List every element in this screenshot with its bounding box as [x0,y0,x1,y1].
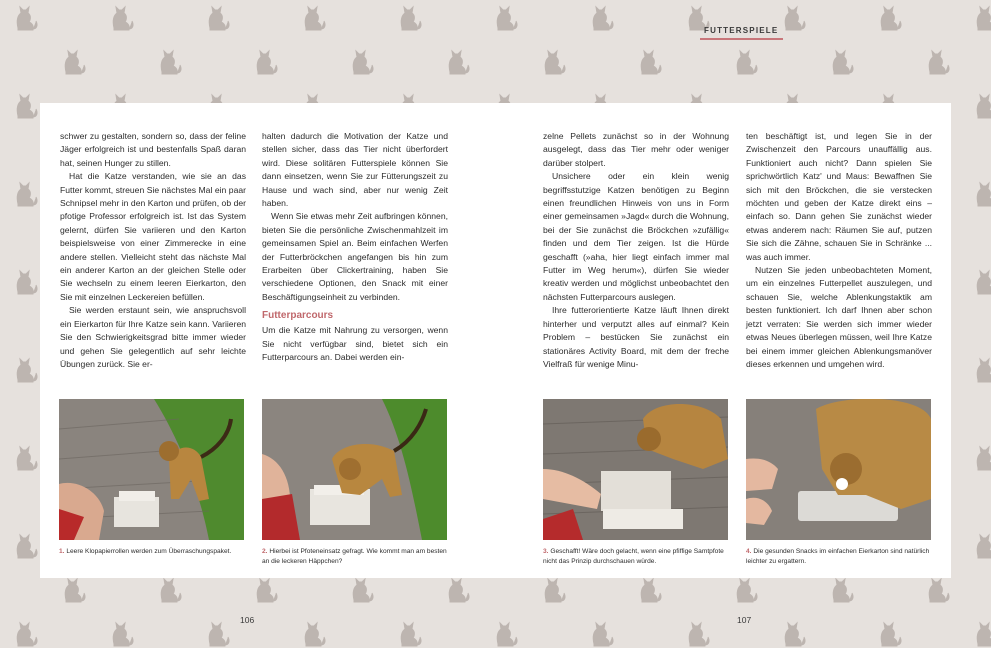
photo-3 [543,399,728,540]
photo-4 [746,399,931,540]
paragraph: Nutzen Sie jeden unbeobachteten Moment, um ein einzelnes Futterpellet auszulegen, und schauen Sie, welche Ablenkungstaktik am besten funktioniert. Ich darf Ihnen aber schon jetzt verraten: Sie werden sich immer wieder etwas Neues überlegen müssen, weil Ihre Katze bei einem immer gleichen Ablenkungsmanöver dieses erkennen und umgehen wird. [746,265,932,369]
paragraph: Um die Katze mit Nahrung zu versorgen, wenn Sie nicht verfügbar sind, bietet sich ein Futterparcours an. Dabei werden ein- [262,325,448,363]
caption-3 [543,547,735,567]
caption-text: Die gesunden Snacks im einfachen Eierkarton sind natürlich leichter zu ergattern. [746,548,930,565]
caption-text: Leere Klopapierrollen werden zum Überraschungspaket. [66,548,232,555]
text-column-4 [746,130,932,371]
photo-2 [262,399,447,540]
caption-text: Geschafft! Wäre doch gelacht, wenn eine pfiffige Samtpfote nicht das Prinzip durchschauen würde. [543,548,724,565]
text-column-2 [262,130,448,365]
caption-4 [746,547,938,567]
caption-number: 1. [59,548,65,555]
paragraph: ten beschäftigt ist, und legen Sie in der Zwischenzeit den Parcours unauffällig aus. Funktioniert auch nicht? Dann spielen Sie sprichwörtlich Katz' und Maus: Bewaffnen Sie sich mit den Bröckchen, die sie verstecken möchten und geben der Katze direkt eins – einfach so. Dann gehen Sie zunächst wieder etwas anderem nach: Räumen Sie auf, putzen Sie sich die Zähne, schauen Sie in Schränke ... was auch immer. [746,131,932,262]
page-number-right: 107 [737,615,752,625]
caption-2 [262,547,454,567]
page-number-left: 106 [240,615,255,625]
paragraph: Ihre futterorientierte Katze läuft Ihnen direkt hinterher und verputzt alles auf einmal? Kein Problem – bestücken Sie zunächst ein stationäres Activity Board, mit dem der freche Vielfraß für wenige Minu- [543,305,729,369]
photo-1 [59,399,244,540]
caption-number: 3. [543,548,549,555]
section-heading: Futterparcours [262,310,334,322]
text-column-1 [60,130,246,371]
caption-number: 4. [746,548,752,555]
text-column-3 [543,130,729,371]
paragraph: Unsichere oder ein klein wenig begriffsstutzige Katzen benötigen zu Beginn einen freundlichen Hinweis von uns in Form einer gemeinsamen »Jagd« durch die Wohnung, bei der Sie zunächst die Bröckchen »zufällig« finden und dem Tier zeigen. Ist die Hürde geschafft (»aha, hier liegt einfach immer mal Futter im Weg herum«), dürfen Sie wieder kreativ werden und möglichst unbeobachtet den nächsten Futterparcours auslegen. [543,171,729,302]
paragraph: Hat die Katze verstanden, wie sie an das Futter kommt, streuen Sie nächstes Mal ein paar Schnipsel mehr in den Karton und prüfen, ob der pfotige Professor erfolgreich ist. Ist das System gelernt, dürfen Sie variieren und den Karton beispielsweise von einer Zimmerecke in eine andere stellen. Vielleicht steht das nächste Mal ein anderer Karton an der gleichen Stelle oder Sie wechseln zu einem leeren Eierkarton, den Sie mit einzelnen Leckereien befüllen. [60,171,246,302]
header-underline [700,38,783,40]
caption-1 [59,547,251,557]
paragraph: schwer zu gestalten, sondern so, dass der feline Jäger erfolgreich ist und bestenfalls Spaß daran hat, seinen Hunger zu stillen. [60,131,246,168]
caption-number: 2. [262,548,268,555]
paragraph: zelne Pellets zunächst so in der Wohnung ausgelegt, dass das Tier mehr oder weniger darüber stolpert. [543,131,729,168]
paragraph: Wenn Sie etwas mehr Zeit aufbringen können, bieten Sie die persönliche Zwischenmahlzeit im gemeinsamen Spiel an. Beim einfachen Werfen der Futterbröckchen angefangen bis hin zum Erarbeiten über Clickertraining, haben Sie verschiedene Optionen, den Snack mit einer Beschäftigungseinheit zu verbinden. [262,211,448,302]
caption-text: Hierbei ist Pfoteneinsatz gefragt. Wie kommt man am besten an die leckeren Häppchen? [262,548,447,565]
paragraph: Sie werden erstaunt sein, wie anspruchsvoll ein Eierkarton für Ihre Katze sein kann. Variieren Sie den Schwierigkeitsgrad bitte immer wieder und gehen Sie gelegentlich auf sehr leichte Übungen zurück. Sie er- [60,305,246,369]
running-header: FUTTERSPIELE [704,26,779,35]
paragraph: halten dadurch die Motivation der Katze und stellen sicher, dass das Tier nicht überfordert wird. Diese solitären Futterspiele können Sie dann einsetzen, wenn Sie zur Fütterungszeit zu Hause und wach sind, aber nur wenig Zeit haben. [262,131,448,209]
